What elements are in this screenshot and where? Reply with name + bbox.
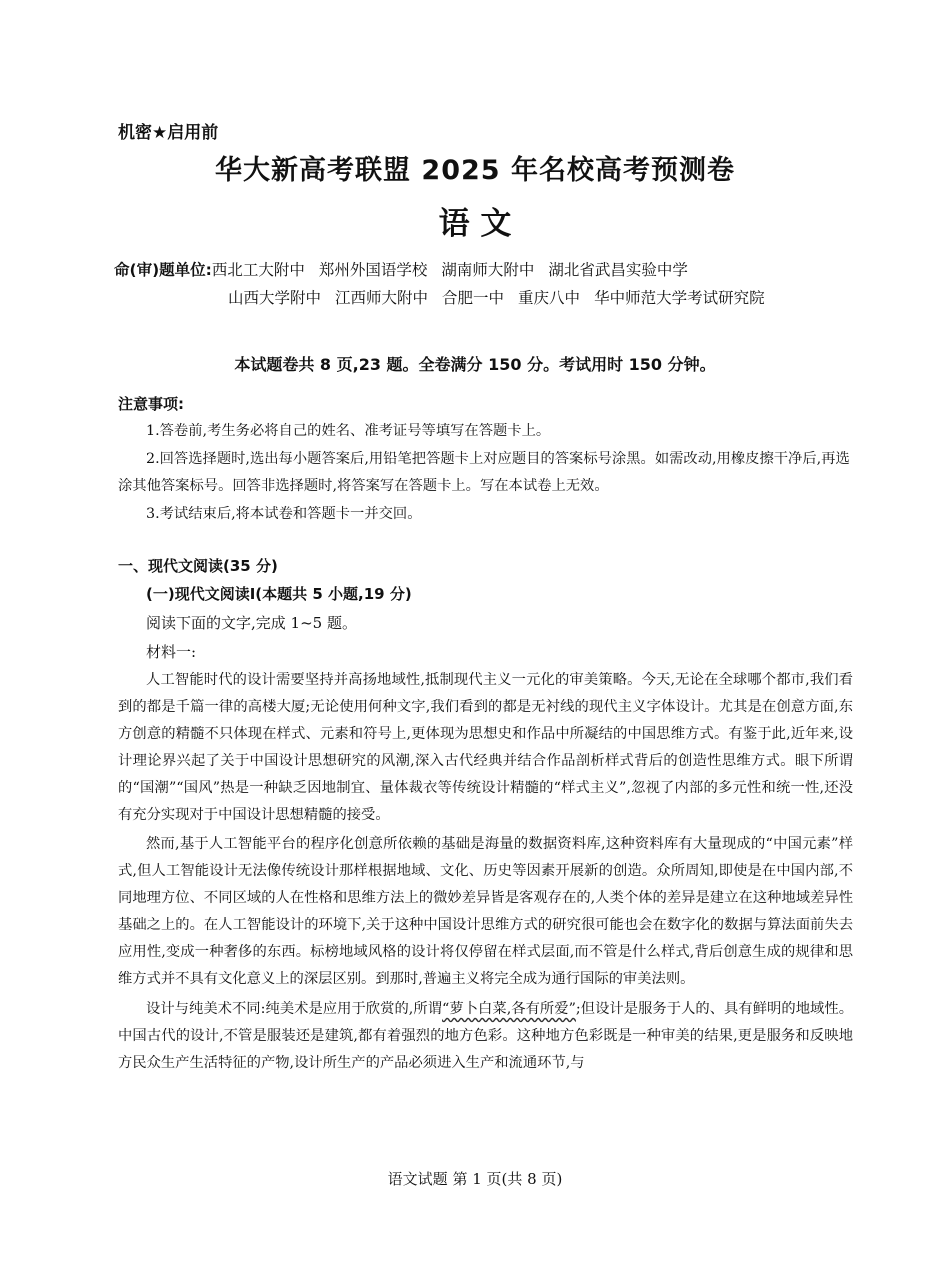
exam-title: 华大新高考联盟 2025 年名校高考预测卷 — [215, 155, 735, 186]
note-item: 2.回答选择题时,选出每小题答案后,用铅笔把答题卡上对应题目的答案标号涂黑。如需改动,用橡皮擦干净后,再选涂其他答案标号。回答非选择题时,将答案写在答题卡上。写在本试卷上无效。 — [118, 450, 850, 494]
school-item: 湖北省武昌实验中学 — [548, 261, 688, 279]
exam-info: 本试题卷共 8 页,23 题。全卷满分 150 分。考试用时 150 分钟。 — [234, 355, 716, 374]
school-item: 华中师范大学考试研究院 — [594, 289, 765, 307]
page-footer: 语文试题 第 1 页(共 8 页) — [387, 1170, 563, 1188]
quoted-phrase: “萝卜白菜,各有所爱” — [442, 1000, 576, 1017]
material-label: 材料一: — [146, 643, 197, 661]
school-item: 山西大学附中 — [228, 289, 322, 307]
school-item: 郑州外国语学校 — [318, 261, 428, 279]
secret-mark: 机密★启用前 — [118, 123, 219, 143]
paragraph: 然而,基于人工智能平台的程序化创意所依赖的基础是海量的数据资料库,这种资料库有大量现成的“中国元素”样式,但人工智能设计无法像传统设计那样根据地域、文化、历史等因素开展新的创造。众所周知,即使是在中国内部,不同地理方位、不同区域的人在性格和思维方法上的微妙差异皆是客观存在的,人类个体的差异是建立在这种地域差异性基础之上的。在人工智能设计的环境下,关于这种中国设计思维方式的研究很可能也会在数字化的数据与算法面前失去应用性,变成一种奢侈的东西。标榜地域风格的设计将仅停留在样式层面,而不管是什么样式,背后创意生成的规律和思维方式并不具有文化意义上的深层区别。到那时,普遍主义将完全成为通行国际的审美法则。 — [118, 836, 853, 987]
paragraph: 人工智能时代的设计需要坚持并高扬地域性,抵制现代主义一元化的审美策略。今天,无论在全球哪个都市,我们看到的都是千篇一律的高楼大厦;无论使用何种文字,我们看到的都是无衬线的现代主义字体设计。尤其是在创意方面,东方创意的精髓不只体现在样式、元素和符号上,更体现为思想史和作品中所凝结的中国思维方式。有鉴于此,近年来,设计理论界兴起了关于中国设计思想研究的风潮,深入古代经典并结合作品剖析样式背后的创造性思维方式。眼下所谓的“国潮”“国风”热是一种缺乏因地制宜、量体裁衣等传统设计精髓的“样式主义”,忽视了内部的多元性和统一性,还没有充分实现对于中国设计思想精髓的接受。 — [118, 672, 853, 823]
author-units — [114, 256, 874, 312]
school-item: 重庆八中 — [518, 289, 581, 307]
author-label: 命(审)题单位: — [114, 261, 212, 279]
note-item: 1.答卷前,考生务必将自己的姓名、准考证号等填写在答题卡上。 — [146, 423, 551, 439]
section-title: 一、现代文阅读(35 分) — [118, 557, 278, 575]
material-body — [118, 667, 853, 1080]
paragraph-text: 设计与纯美术不同:纯美术是应用于欣赏的,所谓 — [146, 1000, 443, 1017]
school-item: 合肥一中 — [442, 289, 505, 307]
notes-heading: 注意事项: — [118, 395, 184, 413]
paragraph — [118, 996, 853, 1077]
school-item: 江西师大附中 — [335, 289, 429, 307]
paragraph-text: ;但设计是服务于人的、具有鲜明的地域性。中国古代的设计,不管是服装还是建筑,都有着强烈的地方色彩。这种地方色彩既是一种审美的结果,更是服务和反映地方民众生产生活特征的产物,设计所生产的产品必须进入生产和流通环节,与 — [118, 1000, 853, 1071]
notes-list — [118, 418, 853, 528]
school-item: 西北工大附中 — [211, 261, 305, 279]
subsection-title: (一)现代文阅读Ⅰ(本题共 5 小题,19 分) — [146, 585, 412, 603]
note-item: 3.考试结束后,将本试卷和答题卡一并交回。 — [146, 505, 422, 522]
subject-title: 语 文 — [438, 206, 512, 242]
school-item: 湖南师大附中 — [441, 261, 535, 279]
reading-instruction: 阅读下面的文字,完成 1~5 题。 — [146, 614, 357, 632]
